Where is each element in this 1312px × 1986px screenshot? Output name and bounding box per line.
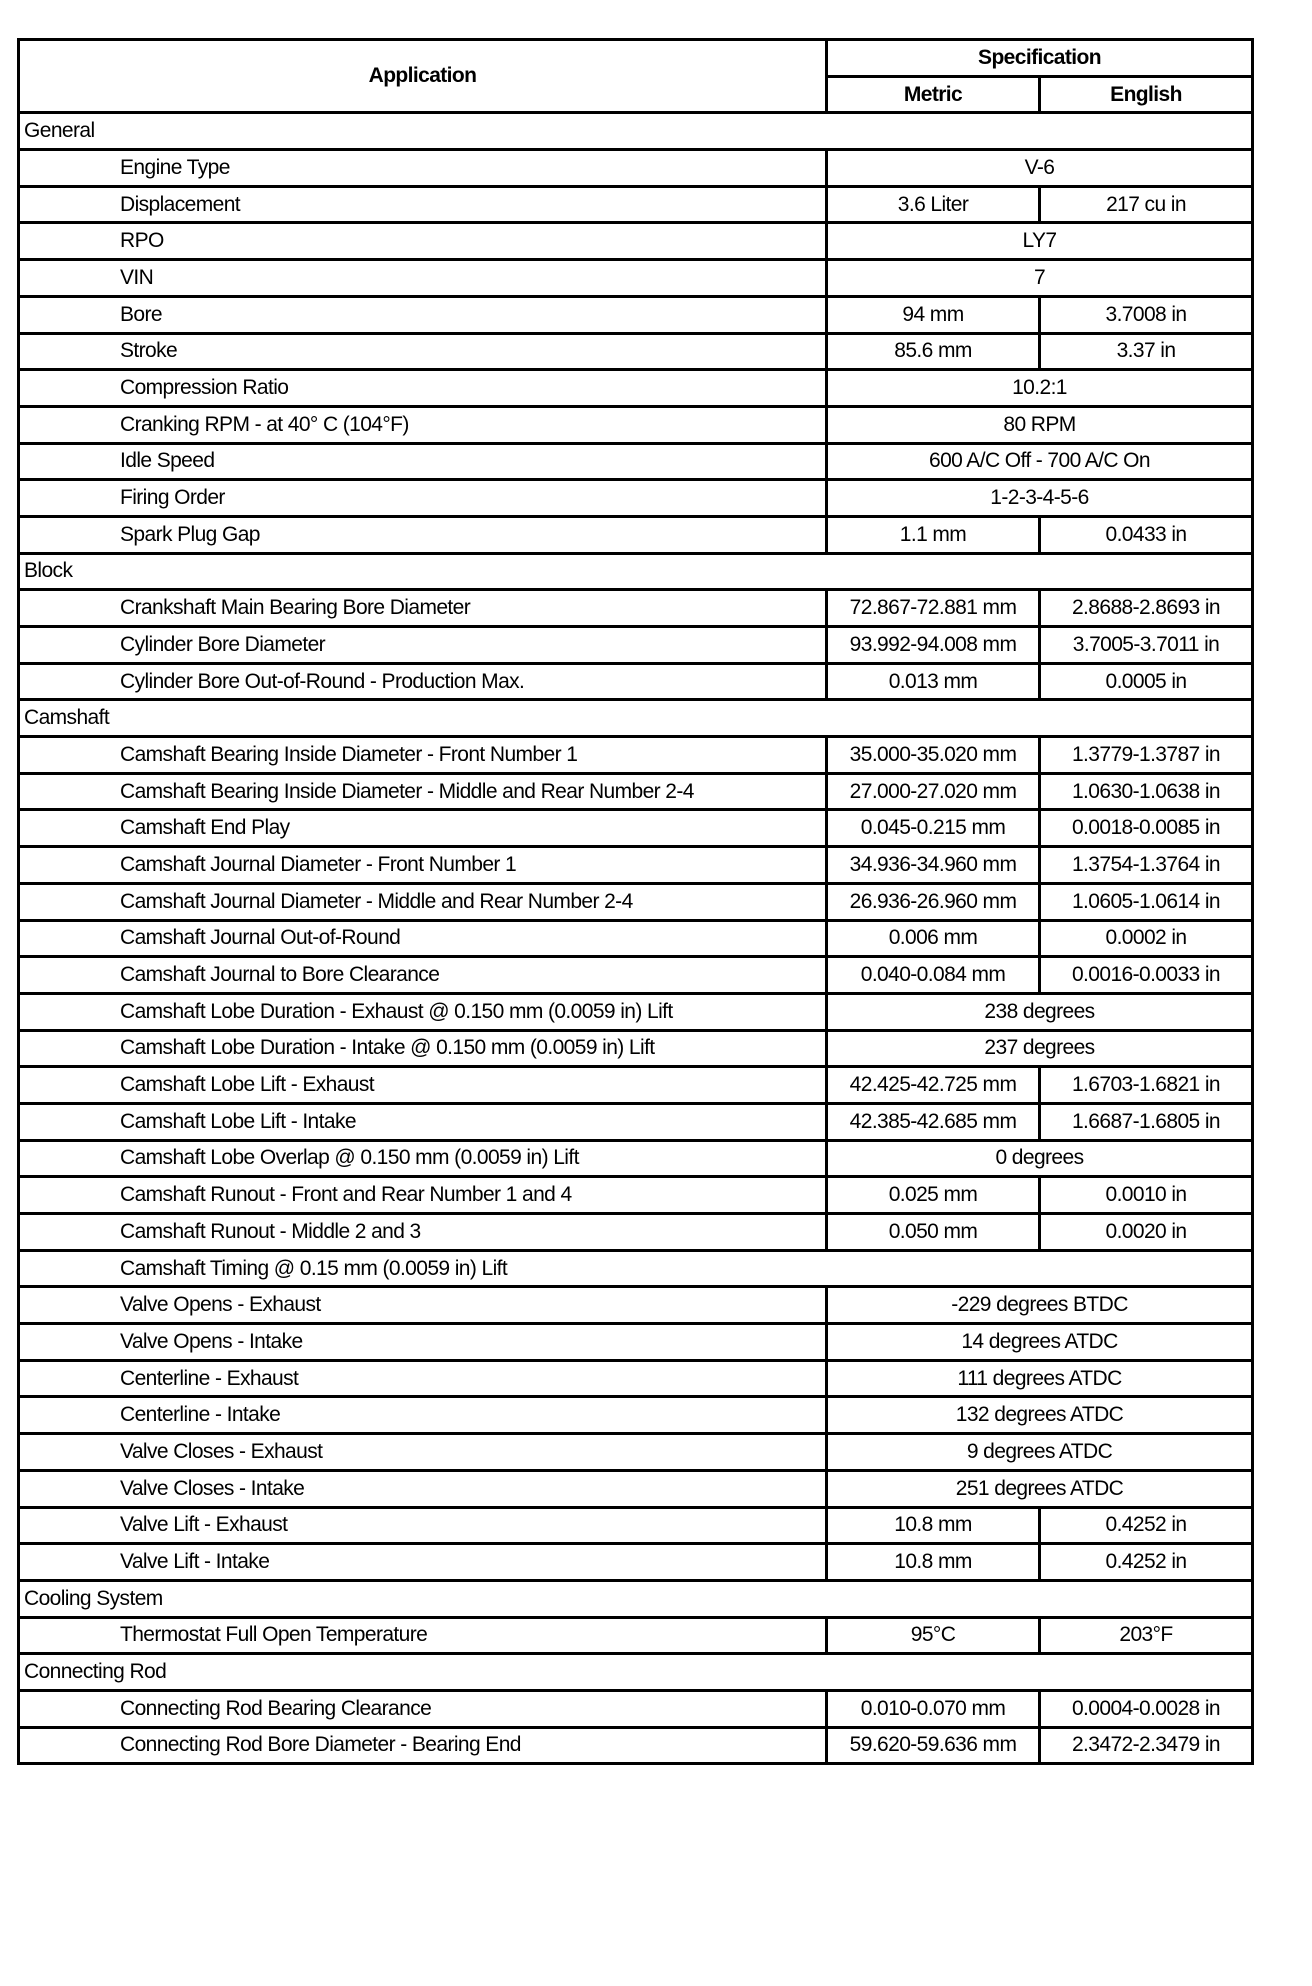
application-cell: Cylinder Bore Diameter [19,627,827,664]
specification-value: LY7 [827,223,1253,260]
table-row [19,370,1253,407]
metric-value: 0.006 mm [827,920,1040,957]
application-cell: Camshaft Journal Out-of-Round [19,920,827,957]
application-cell: Centerline - Intake [19,1397,827,1434]
table-row [19,737,1253,774]
specification-value: 1-2-3-4-5-6 [827,480,1253,517]
section-label: Camshaft [19,700,1253,737]
english-header: English [1040,76,1253,113]
english-value: 1.6703-1.6821 in [1040,1067,1253,1104]
table-row [19,1690,1253,1727]
table-row [19,590,1253,627]
application-cell: Valve Opens - Exhaust [19,1287,827,1324]
specification-value: 600 A/C Off - 700 A/C On [827,443,1253,480]
application-cell: Cylinder Bore Out-of-Round - Production Max. [19,663,827,700]
application-cell: Bore [19,296,827,333]
application-cell: Camshaft Lobe Lift - Intake [19,1103,827,1140]
application-cell: Camshaft Lobe Duration - Intake @ 0.150 mm (0.0059 in) Lift [19,1030,827,1067]
table-row [19,260,1253,297]
application-cell: Valve Opens - Intake [19,1324,827,1361]
application-cell: Engine Type [19,150,827,187]
metric-value: 95°C [827,1617,1040,1654]
english-value: 1.3779-1.3787 in [1040,737,1253,774]
application-header: Application [19,40,827,113]
table-row [19,1177,1253,1214]
table-row [19,1727,1253,1764]
application-cell: Camshaft Journal to Bore Clearance [19,957,827,994]
metric-value: 0.025 mm [827,1177,1040,1214]
section-label: Cooling System [19,1580,1253,1617]
table-row [19,663,1253,700]
english-value: 3.7005-3.7011 in [1040,627,1253,664]
application-cell: Camshaft Lobe Lift - Exhaust [19,1067,827,1104]
section-row [19,1654,1253,1691]
specification-value: -229 degrees BTDC [827,1287,1253,1324]
table-row [19,1067,1253,1104]
application-cell: Camshaft Bearing Inside Diameter - Front Number 1 [19,737,827,774]
table-row [19,1544,1253,1581]
table-row [19,883,1253,920]
table-row [19,1140,1253,1177]
subheading-row [19,1250,1253,1287]
specification-value: V-6 [827,150,1253,187]
specification-value: 9 degrees ATDC [827,1434,1253,1471]
metric-value: 42.385-42.685 mm [827,1103,1040,1140]
english-value: 2.3472-2.3479 in [1040,1727,1253,1764]
application-cell: Camshaft Lobe Duration - Exhaust @ 0.150 mm (0.0059 in) Lift [19,993,827,1030]
application-cell: Connecting Rod Bearing Clearance [19,1690,827,1727]
section-row [19,1580,1253,1617]
metric-value: 26.936-26.960 mm [827,883,1040,920]
specification-value: 238 degrees [827,993,1253,1030]
application-cell: Connecting Rod Bore Diameter - Bearing End [19,1727,827,1764]
table-row [19,1397,1253,1434]
application-cell: Crankshaft Main Bearing Bore Diameter [19,590,827,627]
table-row [19,1030,1253,1067]
table-row [19,1103,1253,1140]
table-row [19,1360,1253,1397]
metric-header: Metric [827,76,1040,113]
specification-value: 80 RPM [827,406,1253,443]
specification-value: 111 degrees ATDC [827,1360,1253,1397]
application-cell: Valve Lift - Intake [19,1544,827,1581]
table-row [19,957,1253,994]
english-value: 0.0005 in [1040,663,1253,700]
table-row [19,847,1253,884]
english-value: 1.6687-1.6805 in [1040,1103,1253,1140]
section-label: Block [19,553,1253,590]
table-row [19,1214,1253,1251]
spec-table-body [19,113,1253,1764]
english-value: 0.0433 in [1040,516,1253,553]
english-value: 0.0010 in [1040,1177,1253,1214]
specification-value: 132 degrees ATDC [827,1397,1253,1434]
table-row [19,186,1253,223]
english-value: 0.0020 in [1040,1214,1253,1251]
application-cell: Valve Closes - Intake [19,1470,827,1507]
application-cell: VIN [19,260,827,297]
english-value: 203°F [1040,1617,1253,1654]
application-cell: Camshaft End Play [19,810,827,847]
metric-value: 0.040-0.084 mm [827,957,1040,994]
application-cell: Cranking RPM - at 40° C (104°F) [19,406,827,443]
specification-value: 10.2:1 [827,370,1253,407]
specification-value: 237 degrees [827,1030,1253,1067]
english-value: 0.4252 in [1040,1544,1253,1581]
table-row [19,1507,1253,1544]
table-row [19,406,1253,443]
metric-value: 27.000-27.020 mm [827,773,1040,810]
table-row [19,516,1253,553]
table-row [19,810,1253,847]
english-value: 217 cu in [1040,186,1253,223]
english-value: 3.7008 in [1040,296,1253,333]
application-cell: RPO [19,223,827,260]
specification-value: 14 degrees ATDC [827,1324,1253,1361]
english-value: 0.0002 in [1040,920,1253,957]
table-row [19,920,1253,957]
application-cell: Camshaft Runout - Middle 2 and 3 [19,1214,827,1251]
application-cell: Camshaft Bearing Inside Diameter - Middle and Rear Number 2-4 [19,773,827,810]
application-cell: Thermostat Full Open Temperature [19,1617,827,1654]
application-cell: Camshaft Journal Diameter - Middle and Rear Number 2-4 [19,883,827,920]
table-row [19,150,1253,187]
application-cell: Camshaft Runout - Front and Rear Number 1 and 4 [19,1177,827,1214]
metric-value: 1.1 mm [827,516,1040,553]
subheading-label: Camshaft Timing @ 0.15 mm (0.0059 in) Lift [19,1250,1253,1287]
english-value: 0.0018-0.0085 in [1040,810,1253,847]
metric-value: 34.936-34.960 mm [827,847,1040,884]
metric-value: 10.8 mm [827,1507,1040,1544]
specification-value: 7 [827,260,1253,297]
metric-value: 0.050 mm [827,1214,1040,1251]
application-cell: Compression Ratio [19,370,827,407]
table-row [19,627,1253,664]
metric-value: 42.425-42.725 mm [827,1067,1040,1104]
english-value: 2.8688-2.8693 in [1040,590,1253,627]
application-cell: Displacement [19,186,827,223]
metric-value: 93.992-94.008 mm [827,627,1040,664]
metric-value: 0.013 mm [827,663,1040,700]
section-label: Connecting Rod [19,1654,1253,1691]
section-row [19,113,1253,150]
application-cell: Idle Speed [19,443,827,480]
table-row [19,1287,1253,1324]
english-value: 1.3754-1.3764 in [1040,847,1253,884]
table-row [19,296,1253,333]
english-value: 0.0004-0.0028 in [1040,1690,1253,1727]
metric-value: 0.045-0.215 mm [827,810,1040,847]
application-cell: Camshaft Lobe Overlap @ 0.150 mm (0.0059 in) Lift [19,1140,827,1177]
table-row [19,1470,1253,1507]
specification-value: 251 degrees ATDC [827,1470,1253,1507]
section-row [19,553,1253,590]
metric-value: 94 mm [827,296,1040,333]
engine-spec-table [17,38,1254,1765]
english-value: 1.0630-1.0638 in [1040,773,1253,810]
table-row [19,480,1253,517]
metric-value: 72.867-72.881 mm [827,590,1040,627]
section-label: General [19,113,1253,150]
table-row [19,1434,1253,1471]
english-value: 0.0016-0.0033 in [1040,957,1253,994]
application-cell: Stroke [19,333,827,370]
metric-value: 35.000-35.020 mm [827,737,1040,774]
table-row [19,443,1253,480]
table-row [19,773,1253,810]
table-row [19,1324,1253,1361]
section-row [19,700,1253,737]
english-value: 3.37 in [1040,333,1253,370]
metric-value: 3.6 Liter [827,186,1040,223]
specification-value: 0 degrees [827,1140,1253,1177]
english-value: 0.4252 in [1040,1507,1253,1544]
application-cell: Camshaft Journal Diameter - Front Number 1 [19,847,827,884]
application-cell: Valve Lift - Exhaust [19,1507,827,1544]
metric-value: 10.8 mm [827,1544,1040,1581]
application-cell: Spark Plug Gap [19,516,827,553]
application-cell: Centerline - Exhaust [19,1360,827,1397]
metric-value: 0.010-0.070 mm [827,1690,1040,1727]
metric-value: 59.620-59.636 mm [827,1727,1040,1764]
application-cell: Firing Order [19,480,827,517]
table-row [19,223,1253,260]
english-value: 1.0605-1.0614 in [1040,883,1253,920]
metric-value: 85.6 mm [827,333,1040,370]
header-row [19,40,1253,77]
specification-header: Specification [827,40,1253,77]
application-cell: Valve Closes - Exhaust [19,1434,827,1471]
table-row [19,333,1253,370]
table-row [19,1617,1253,1654]
table-row [19,993,1253,1030]
